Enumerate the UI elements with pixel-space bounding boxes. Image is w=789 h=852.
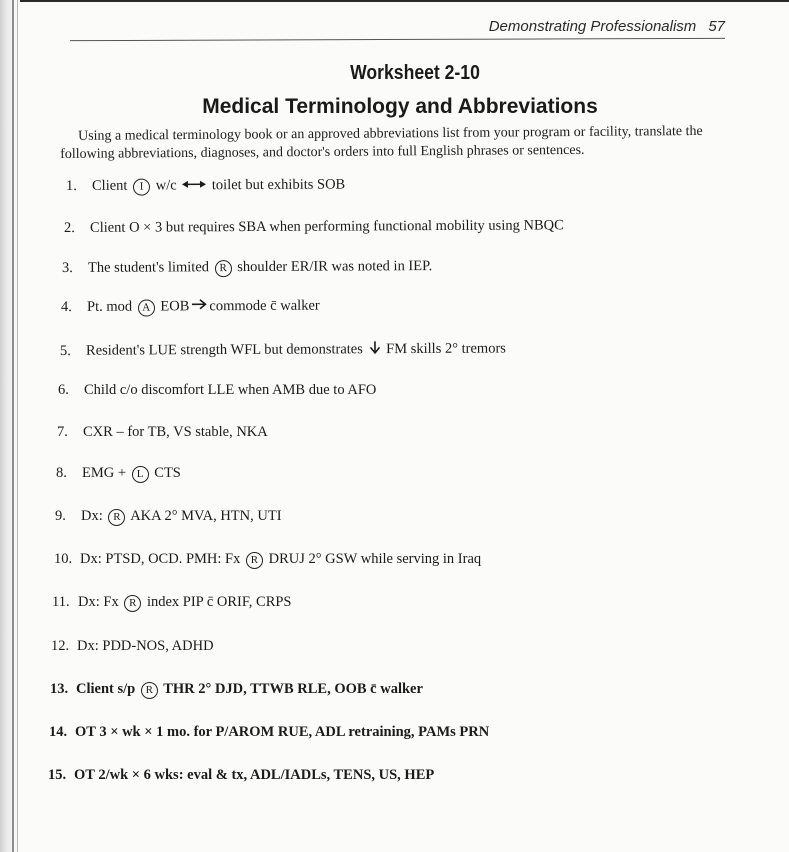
item-text: CXR – for TB, VS stable, NKA [83,424,268,440]
item-text: Dx: PDD-NOS, ADHD [77,638,214,654]
list-item-1 [66,177,345,196]
item-text: FM skills 2° tremors [386,340,506,358]
item-number: 15. [48,767,67,783]
item-text: DRUJ 2° GSW while serving in Iraq [268,551,482,567]
scan-top-border [0,0,789,2]
item-number: 12. [51,638,70,654]
bidirectional-arrow-icon [182,177,206,194]
list-item-6 [58,382,376,399]
list-item-14 [49,724,489,741]
circled-letter: R [246,552,263,569]
item-number: 13. [50,681,69,697]
item-text: EOB [160,298,190,315]
worksheet-title: Worksheet 2-10 [350,62,480,84]
right-arrow-icon [191,298,207,315]
list-item-4 [61,298,320,317]
list-item-2 [64,217,564,237]
item-number: 6. [58,382,69,398]
list-item-12 [51,638,214,655]
list-item-7 [57,424,268,441]
worksheet-subtitle: Medical Terminology and Abbreviations [202,95,598,118]
list-item-10 [54,551,481,569]
header-rule [70,38,725,41]
list-item-5 [60,340,506,361]
circled-letter: R [215,260,232,277]
item-number: 1. [65,177,77,194]
item-text: Child c/o discomfort LLE when AMB due to AFO [84,382,377,398]
item-text: AKA 2° MVA, HTN, UTI [130,508,282,524]
item-text: Client s/p [76,681,136,697]
down-arrow-icon [368,340,380,359]
instructions-paragraph: Using a medical terminology book or an approved abbreviations list from your program or facility, translate the following abbreviations, diagnoses, and doctor's orders into full English phrases or sentences. [60,123,703,162]
item-number: 3. [61,259,73,276]
list-item-15 [48,767,434,784]
circled-letter: R [124,595,141,612]
circled-letter: I [133,179,150,196]
list-item-9 [55,508,282,526]
item-text: Dx: Fx [78,594,119,610]
item-number: 14. [49,724,68,740]
item-text: OT 3 × wk × 1 mo. for P/AROM RUE, ADL retraining, PAMs PRN [75,724,490,740]
page-number: 57 [708,18,725,35]
item-text: w/c [155,177,177,194]
item-text: THR 2° DJD, TTWB RLE, OOB c̄ walker [163,681,423,697]
list-item-3 [62,258,432,278]
item-text: The student's limited [87,259,210,276]
item-number: 7. [57,424,68,440]
circled-letter: R [141,682,158,699]
list-item-8 [56,465,181,483]
running-header-title: Demonstrating Professionalism [488,18,697,35]
item-text: EMG + [82,465,127,481]
item-text: Resident's LUE strength WFL but demonstrates [85,341,363,359]
item-text: index PIP c̄ ORIF, CRPS [146,594,292,610]
item-number: 9. [55,508,66,524]
item-number: 2. [63,219,75,236]
item-text: CTS [154,465,181,481]
item-text: Client [91,177,128,194]
binding-edge-line-inner [17,0,18,852]
item-text: Dx: PTSD, OCD. PMH: Fx [80,551,241,567]
running-header [470,18,725,35]
circled-letter: L [132,466,149,483]
list-item-13 [50,681,423,699]
item-text: OT 2/wk × 6 wks: eval & tx, ADL/IADLs, TENS, US, HEP [74,767,435,783]
circled-letter: R [108,509,125,526]
item-number: 4. [60,298,72,315]
item-text: shoulder ER/IR was noted in IEP. [237,258,433,276]
item-number: 10. [54,551,73,567]
circled-letter: A [138,300,155,317]
item-text: Pt. mod [86,298,133,315]
item-text: Client O × 3 but requires SBA when performing functional mobility using NBQC [89,217,564,236]
list-item-11 [52,594,292,612]
item-text: Dx: [81,508,103,524]
item-number: 8. [56,465,67,481]
item-text: commode c̄ walker [209,297,320,315]
item-text: toilet but exhibits SOB [211,176,346,194]
binding-edge-line [12,0,14,852]
item-number: 11. [52,594,70,610]
item-number: 5. [59,342,71,359]
